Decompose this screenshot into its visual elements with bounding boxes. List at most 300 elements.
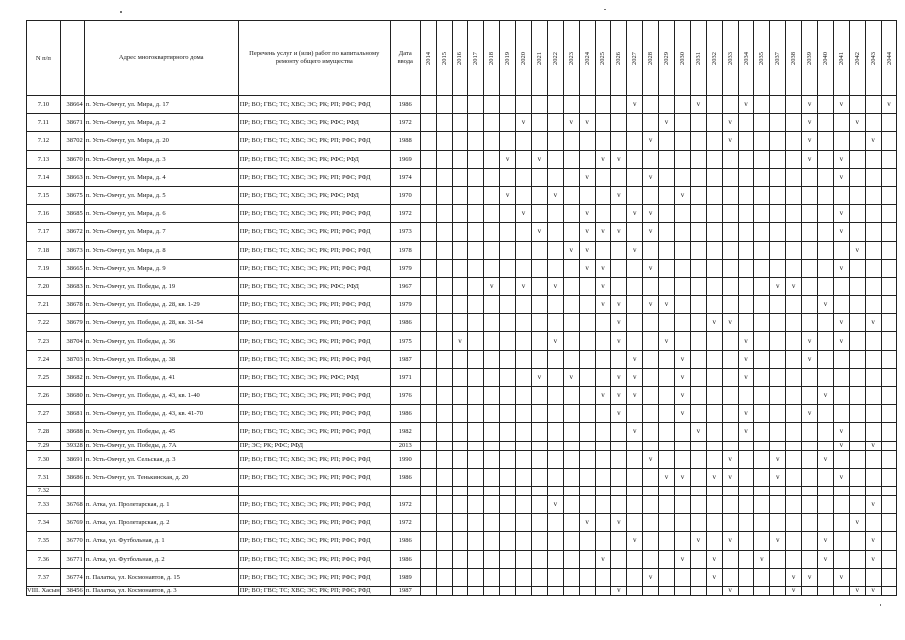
year-label: 2043 — [869, 51, 877, 65]
year-cell — [643, 259, 659, 277]
year-cell — [484, 259, 500, 277]
table-row — [27, 150, 897, 168]
check-mark: v — [855, 518, 859, 527]
check-mark: v — [617, 518, 621, 527]
year-cell — [547, 314, 563, 332]
year-cell — [420, 186, 436, 204]
works-list: ПР; ЭС; РК; РФС; РФД — [238, 441, 390, 450]
year-cell — [818, 350, 834, 368]
table-row — [27, 277, 897, 295]
year-cell — [722, 495, 738, 513]
year-cell — [690, 132, 706, 150]
year-cell — [770, 186, 786, 204]
year-cell — [675, 277, 691, 295]
works-list: ПР; ВО; ГВС; ТС; ХВС; ЭС; РК; РП; РФС; РФД — [238, 350, 390, 368]
year-cell — [818, 150, 834, 168]
check-mark: v — [617, 300, 621, 309]
commission-date: 1979 — [390, 296, 420, 314]
check-mark: v — [537, 154, 542, 163]
year-cell — [802, 296, 818, 314]
year-cell — [452, 387, 468, 405]
year-cell — [484, 586, 500, 595]
year-cell — [484, 223, 500, 241]
year-cell — [547, 514, 563, 532]
year-cell — [849, 314, 865, 332]
year-cell — [675, 550, 691, 568]
year-cell — [420, 350, 436, 368]
year-cell — [468, 223, 484, 241]
house-code: 38688 — [60, 423, 84, 441]
year-cell — [786, 495, 802, 513]
year-cell — [849, 332, 865, 350]
year-cell — [452, 468, 468, 486]
year-cell — [849, 168, 865, 186]
year-cell — [484, 368, 500, 386]
year-cell — [802, 114, 818, 132]
house-address: п. Усть-Омчуг, ул. Победы, д. 43, кв. 1-40 — [84, 387, 238, 405]
year-cell — [881, 223, 897, 241]
table-row — [27, 532, 897, 550]
year-cell — [516, 532, 532, 550]
check-mark: v — [744, 336, 748, 345]
house-code: 38675 — [60, 186, 84, 204]
year-cell — [770, 277, 786, 295]
year-cell — [833, 332, 849, 350]
year-cell — [420, 223, 436, 241]
year-cell — [802, 186, 818, 204]
year-cell — [420, 514, 436, 532]
commission-date: 1986 — [390, 550, 420, 568]
row-number: 7.18 — [27, 241, 61, 259]
year-cell — [420, 423, 436, 441]
check-mark: v — [633, 391, 637, 400]
check-mark: v — [871, 554, 875, 563]
year-cell — [611, 368, 627, 386]
works-list: ПР; ВО; ГВС; ТС; ХВС; ЭС; РК; РП; РФС; РФД — [238, 205, 390, 223]
year-cell — [690, 486, 706, 495]
year-cell — [547, 423, 563, 441]
year-cell — [802, 486, 818, 495]
year-cell — [627, 495, 643, 513]
year-cell — [436, 450, 452, 468]
row-number: 7.29 — [27, 441, 61, 450]
house-address: п. Усть-Омчуг, ул. Победы, д. 28, кв. 1-29 — [84, 296, 238, 314]
year-cell — [531, 441, 547, 450]
house-code: 36768 — [60, 495, 84, 513]
year-cell — [547, 468, 563, 486]
year-cell — [659, 450, 675, 468]
year-cell — [468, 450, 484, 468]
year-cell — [738, 277, 754, 295]
year-cell — [722, 586, 738, 595]
year-cell — [659, 532, 675, 550]
year-label: 2024 — [583, 51, 591, 65]
house-address: п. Усть-Омчуг, ул. Мира, д. 3 — [84, 150, 238, 168]
year-cell — [563, 350, 579, 368]
year-cell — [722, 332, 738, 350]
year-cell — [484, 168, 500, 186]
check-mark: v — [839, 209, 844, 218]
year-cell — [833, 186, 849, 204]
year-cell — [770, 532, 786, 550]
year-cell — [706, 132, 722, 150]
check-mark: v — [839, 318, 844, 327]
check-mark: v — [601, 263, 605, 272]
year-cell — [484, 114, 500, 132]
year-cell — [516, 150, 532, 168]
year-cell — [802, 223, 818, 241]
year-cell — [643, 450, 659, 468]
year-cell — [770, 241, 786, 259]
header-year — [452, 21, 468, 96]
check-mark: v — [633, 354, 637, 363]
year-cell — [706, 150, 722, 168]
year-cell — [452, 550, 468, 568]
year-cell — [865, 486, 881, 495]
year-cell — [579, 450, 595, 468]
year-cell — [531, 405, 547, 423]
year-cell — [675, 96, 691, 114]
year-cell — [579, 132, 595, 150]
year-cell — [849, 532, 865, 550]
year-cell — [627, 168, 643, 186]
year-cell — [436, 423, 452, 441]
year-cell — [770, 486, 786, 495]
year-cell — [738, 332, 754, 350]
year-cell — [818, 277, 834, 295]
year-cell — [738, 114, 754, 132]
check-mark: v — [569, 245, 573, 254]
year-cell — [722, 486, 738, 495]
commission-date: 1970 — [390, 186, 420, 204]
works-list: ПР; ВО; ГВС; ТС; ХВС; ЭС; РК; РП; РФС; РФД — [238, 532, 390, 550]
year-cell — [881, 514, 897, 532]
year-cell — [579, 514, 595, 532]
commission-date: 1969 — [390, 150, 420, 168]
check-mark: v — [871, 586, 875, 595]
year-cell — [643, 168, 659, 186]
year-cell — [786, 259, 802, 277]
table-row — [27, 423, 897, 441]
year-cell — [849, 586, 865, 595]
check-mark: v — [807, 136, 812, 145]
year-cell — [595, 132, 611, 150]
house-address: п. Усть-Омчуг, ул. Победы, д. 45 — [84, 423, 238, 441]
year-cell — [468, 332, 484, 350]
year-cell — [611, 350, 627, 368]
year-cell — [659, 550, 675, 568]
house-address: п. Палатка, ул. Космонавтов, д. 3 — [84, 586, 238, 595]
year-cell — [468, 387, 484, 405]
row-number: 7.21 — [27, 296, 61, 314]
year-cell — [468, 168, 484, 186]
check-mark: v — [617, 391, 621, 400]
commission-date: 1987 — [390, 350, 420, 368]
year-cell — [833, 423, 849, 441]
works-list: ПР; ВО; ГВС; ТС; ХВС; ЭС; РК; РФС; РФД — [238, 368, 390, 386]
year-cell — [849, 514, 865, 532]
year-cell — [468, 132, 484, 150]
year-cell — [595, 150, 611, 168]
year-cell — [881, 423, 897, 441]
year-cell — [818, 514, 834, 532]
year-cell — [722, 114, 738, 132]
house-code: 38678 — [60, 296, 84, 314]
year-cell — [611, 96, 627, 114]
check-mark: v — [839, 427, 844, 436]
year-cell — [611, 132, 627, 150]
table-row — [27, 368, 897, 386]
year-cell — [547, 368, 563, 386]
year-cell — [754, 168, 770, 186]
check-mark: v — [648, 454, 653, 463]
year-cell — [833, 495, 849, 513]
year-cell — [516, 296, 532, 314]
works-list: ПР; ВО; ГВС; ТС; ХВС; ЭС; РК; РФС; РФД — [238, 114, 390, 132]
year-cell — [563, 568, 579, 586]
year-cell — [436, 495, 452, 513]
year-cell — [722, 150, 738, 168]
year-cell — [786, 205, 802, 223]
year-cell — [516, 468, 532, 486]
year-cell — [675, 532, 691, 550]
check-mark: v — [680, 391, 685, 400]
year-cell — [643, 277, 659, 295]
year-cell — [436, 259, 452, 277]
year-cell — [865, 495, 881, 513]
year-cell — [754, 150, 770, 168]
year-cell — [611, 550, 627, 568]
table-row — [27, 550, 897, 568]
year-cell — [786, 314, 802, 332]
year-cell — [579, 296, 595, 314]
year-cell — [690, 168, 706, 186]
commission-date: 1976 — [390, 387, 420, 405]
year-cell — [643, 368, 659, 386]
check-mark: v — [728, 536, 732, 545]
works-list — [238, 486, 390, 495]
year-cell — [659, 332, 675, 350]
year-cell — [436, 568, 452, 586]
year-cell — [436, 468, 452, 486]
header-year — [881, 21, 897, 96]
year-cell — [754, 423, 770, 441]
check-mark: v — [807, 354, 812, 363]
year-cell — [849, 423, 865, 441]
year-cell — [452, 277, 468, 295]
year-cell — [865, 150, 881, 168]
year-cell — [659, 468, 675, 486]
works-list: ПР; ВО; ГВС; ТС; ХВС; ЭС; РК; РП; РФС; РФД — [238, 296, 390, 314]
year-cell — [833, 550, 849, 568]
year-label: 2026 — [615, 51, 623, 65]
year-cell — [420, 132, 436, 150]
year-cell — [690, 405, 706, 423]
year-cell — [627, 96, 643, 114]
year-cell — [547, 387, 563, 405]
year-cell — [849, 405, 865, 423]
year-cell — [436, 223, 452, 241]
year-cell — [818, 314, 834, 332]
check-mark: v — [807, 572, 812, 581]
year-cell — [786, 532, 802, 550]
year-cell — [563, 532, 579, 550]
check-mark: v — [807, 100, 812, 109]
header-year — [706, 21, 722, 96]
row-number: 7.28 — [27, 423, 61, 441]
year-cell — [563, 368, 579, 386]
year-cell — [770, 96, 786, 114]
works-list: ПР; ВО; ГВС; ТС; ХВС; ЭС; РК; РФС; РФД — [238, 277, 390, 295]
year-cell — [531, 532, 547, 550]
header-year — [690, 21, 706, 96]
row-number: 7.15 — [27, 186, 61, 204]
year-cell — [833, 486, 849, 495]
year-cell — [627, 150, 643, 168]
house-address: п. Усть-Омчуг, ул. Мира, д. 7 — [84, 223, 238, 241]
year-cell — [786, 150, 802, 168]
year-cell — [611, 296, 627, 314]
year-cell — [643, 150, 659, 168]
year-cell — [865, 532, 881, 550]
house-code: 38679 — [60, 314, 84, 332]
year-cell — [690, 259, 706, 277]
year-cell — [436, 150, 452, 168]
year-cell — [579, 259, 595, 277]
year-label: 2017 — [472, 51, 480, 65]
house-code: 36769 — [60, 514, 84, 532]
year-cell — [865, 223, 881, 241]
year-cell — [706, 486, 722, 495]
year-cell — [531, 223, 547, 241]
year-cell — [786, 241, 802, 259]
check-mark: v — [871, 318, 875, 327]
year-cell — [833, 241, 849, 259]
row-number: 7.30 — [27, 450, 61, 468]
year-cell — [563, 514, 579, 532]
year-cell — [770, 450, 786, 468]
check-mark: v — [633, 427, 637, 436]
year-cell — [802, 423, 818, 441]
year-cell — [452, 532, 468, 550]
year-cell — [420, 486, 436, 495]
check-mark: v — [744, 409, 748, 418]
house-code: 38681 — [60, 405, 84, 423]
year-cell — [531, 150, 547, 168]
year-cell — [770, 223, 786, 241]
year-cell — [849, 450, 865, 468]
year-cell — [675, 350, 691, 368]
year-cell — [531, 114, 547, 132]
year-cell — [579, 568, 595, 586]
year-cell — [547, 550, 563, 568]
year-label: 2042 — [853, 51, 861, 65]
year-cell — [500, 495, 516, 513]
year-cell — [706, 468, 722, 486]
year-cell — [452, 368, 468, 386]
year-cell — [738, 441, 754, 450]
year-cell — [531, 259, 547, 277]
commission-date — [390, 486, 420, 495]
check-mark: v — [776, 536, 780, 545]
year-cell — [500, 450, 516, 468]
year-cell — [881, 532, 897, 550]
year-cell — [452, 132, 468, 150]
year-cell — [595, 586, 611, 595]
year-cell — [770, 423, 786, 441]
header-year — [500, 21, 516, 96]
year-cell — [547, 114, 563, 132]
year-cell — [690, 450, 706, 468]
year-cell — [595, 441, 611, 450]
check-mark: v — [553, 336, 558, 345]
year-cell — [881, 368, 897, 386]
commission-date: 1972 — [390, 114, 420, 132]
year-cell — [531, 132, 547, 150]
year-cell — [436, 532, 452, 550]
year-cell — [818, 332, 834, 350]
year-cell — [627, 350, 643, 368]
check-mark: v — [855, 118, 859, 127]
year-cell — [611, 532, 627, 550]
year-cell — [436, 350, 452, 368]
year-cell — [468, 468, 484, 486]
year-cell — [833, 368, 849, 386]
table-row — [27, 96, 897, 114]
check-mark: v — [585, 518, 589, 527]
year-cell — [627, 468, 643, 486]
year-cell — [420, 368, 436, 386]
year-cell — [516, 332, 532, 350]
check-mark: v — [839, 472, 844, 481]
year-cell — [484, 550, 500, 568]
header-year — [865, 21, 881, 96]
check-mark: v — [617, 191, 621, 200]
year-cell — [706, 259, 722, 277]
year-cell — [547, 532, 563, 550]
year-cell — [675, 168, 691, 186]
year-cell — [420, 387, 436, 405]
year-cell — [865, 186, 881, 204]
capital-repair-schedule-table — [26, 20, 897, 596]
year-cell — [690, 586, 706, 595]
year-cell — [675, 423, 691, 441]
year-cell — [643, 441, 659, 450]
year-cell — [643, 314, 659, 332]
year-cell — [500, 441, 516, 450]
year-cell — [786, 96, 802, 114]
year-cell — [722, 296, 738, 314]
year-cell — [818, 387, 834, 405]
house-address: п. Усть-Омчуг, ул. Мира, д. 2 — [84, 114, 238, 132]
year-cell — [833, 168, 849, 186]
check-mark: v — [744, 427, 748, 436]
check-mark: v — [728, 454, 732, 463]
year-cell — [516, 350, 532, 368]
year-cell — [484, 277, 500, 295]
year-cell — [881, 332, 897, 350]
year-cell — [818, 168, 834, 186]
year-label: 2035 — [758, 51, 766, 65]
check-mark: v — [791, 586, 796, 595]
row-number: 7.25 — [27, 368, 61, 386]
house-code: 38685 — [60, 205, 84, 223]
year-cell — [500, 486, 516, 495]
year-cell — [738, 568, 754, 586]
year-cell — [675, 568, 691, 586]
year-cell — [675, 368, 691, 386]
year-cell — [643, 568, 659, 586]
